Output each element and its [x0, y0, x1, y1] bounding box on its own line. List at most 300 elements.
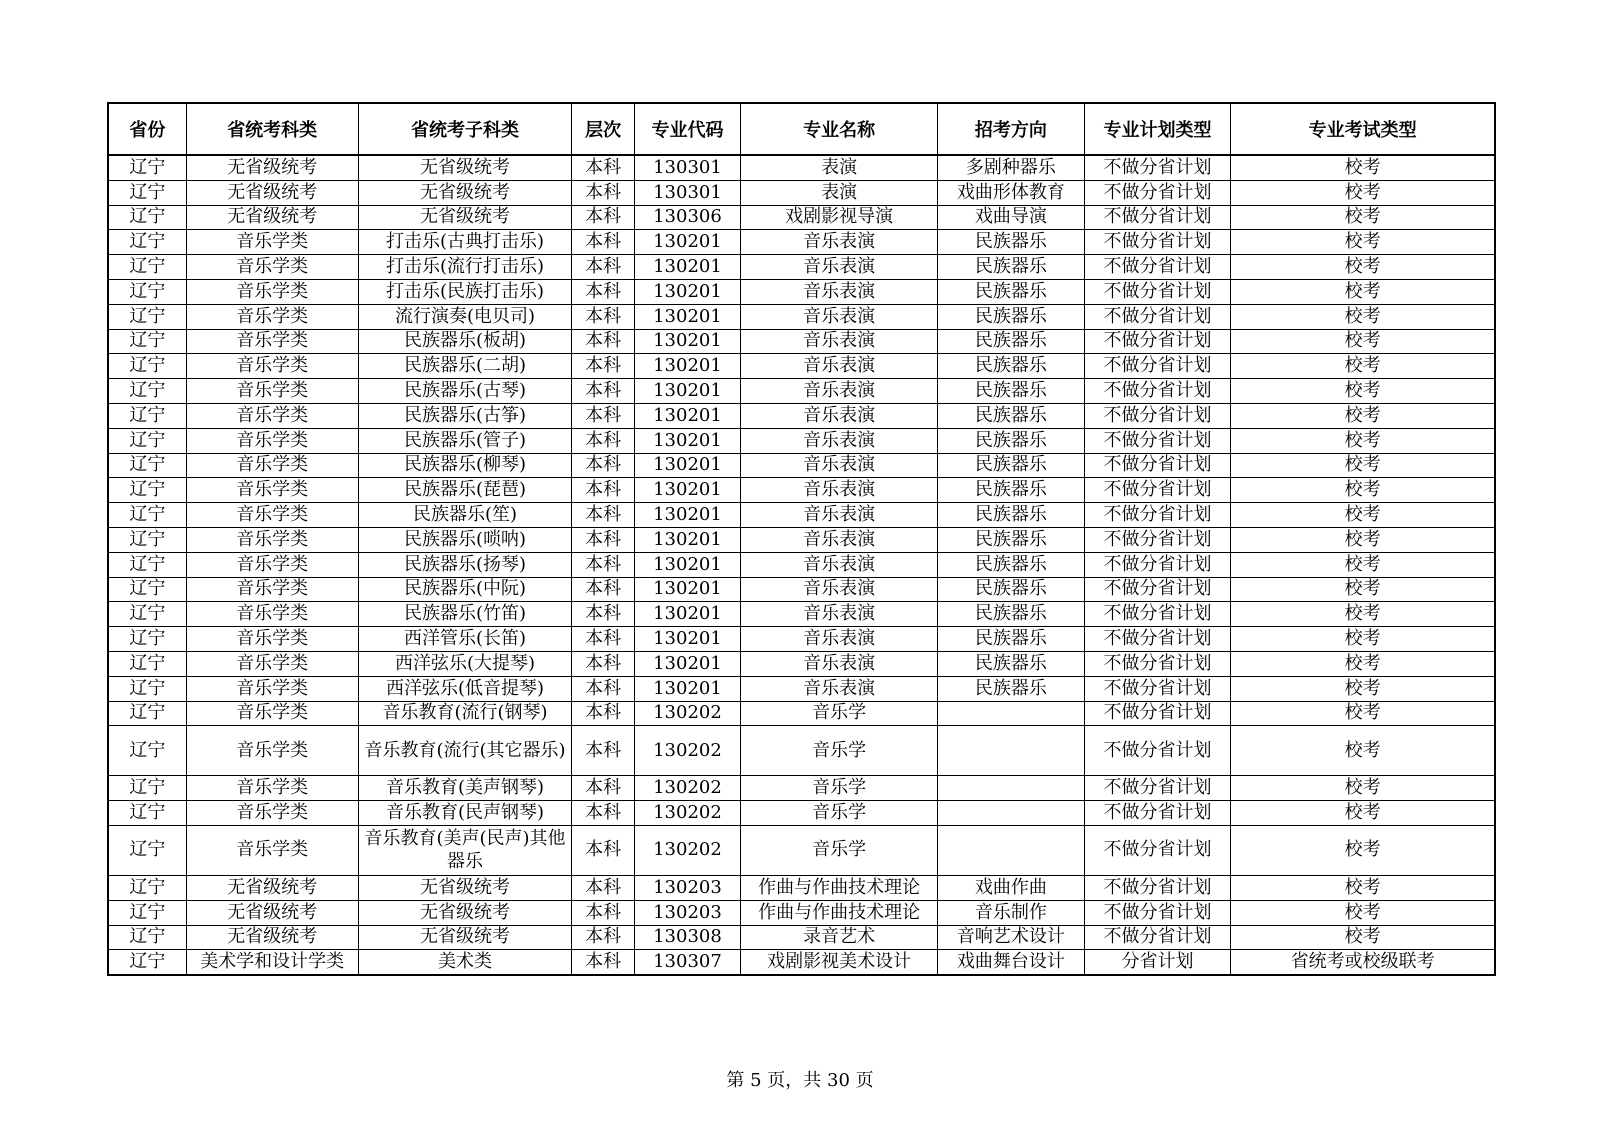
- table-row: [108, 776, 1495, 801]
- cell-direction: 民族器乐: [938, 478, 1085, 503]
- cell-major-code: 130202: [634, 825, 740, 875]
- table-row: [108, 602, 1495, 627]
- cell-plan-type: 不做分省计划: [1084, 776, 1231, 801]
- cell-exam-subcategory: 流行演奏(电贝司): [358, 304, 572, 329]
- cell-level: 本科: [572, 180, 634, 205]
- cell-exam-subcategory: 民族器乐(扬琴): [358, 552, 572, 577]
- cell-direction: [938, 701, 1085, 726]
- cell-major-code: 130201: [634, 354, 740, 379]
- cell-direction: 民族器乐: [938, 379, 1085, 404]
- cell-plan-type: 分省计划: [1084, 950, 1231, 975]
- table-row: [108, 379, 1495, 404]
- cell-province: 辽宁: [108, 255, 186, 280]
- cell-plan-type: 不做分省计划: [1084, 875, 1231, 900]
- cell-direction: 民族器乐: [938, 527, 1085, 552]
- cell-exam-subcategory: 民族器乐(柳琴): [358, 453, 572, 478]
- cell-exam-category: 音乐学类: [186, 403, 358, 428]
- cell-major-name: 戏剧影视美术设计: [741, 950, 938, 975]
- header-row: [108, 103, 1495, 155]
- cell-level: 本科: [572, 925, 634, 950]
- cell-province: 辽宁: [108, 428, 186, 453]
- cell-exam-subcategory: 民族器乐(琵琶): [358, 478, 572, 503]
- cell-province: 辽宁: [108, 950, 186, 975]
- cell-direction: 戏曲作曲: [938, 875, 1085, 900]
- cell-province: 辽宁: [108, 651, 186, 676]
- cell-major-name: 音乐表演: [741, 676, 938, 701]
- header-direction: 招考方向: [938, 103, 1085, 155]
- table-row: [108, 527, 1495, 552]
- table-row: [108, 180, 1495, 205]
- cell-plan-type: 不做分省计划: [1084, 180, 1231, 205]
- cell-exam-subcategory: 打击乐(古典打击乐): [358, 230, 572, 255]
- cell-level: 本科: [572, 577, 634, 602]
- cell-province: 辽宁: [108, 503, 186, 528]
- cell-level: 本科: [572, 279, 634, 304]
- cell-direction: 民族器乐: [938, 230, 1085, 255]
- cell-major-code: 130201: [634, 552, 740, 577]
- cell-major-name: 音乐学: [741, 776, 938, 801]
- cell-plan-type: 不做分省计划: [1084, 925, 1231, 950]
- table-row: [108, 552, 1495, 577]
- cell-major-name: 音乐学: [741, 701, 938, 726]
- cell-exam-type: 校考: [1231, 379, 1495, 404]
- cell-major-code: 130201: [634, 602, 740, 627]
- table-row: [108, 676, 1495, 701]
- cell-plan-type: 不做分省计划: [1084, 478, 1231, 503]
- cell-major-name: 音乐表演: [741, 577, 938, 602]
- cell-plan-type: 不做分省计划: [1084, 701, 1231, 726]
- cell-major-name: 音乐表演: [741, 478, 938, 503]
- cell-major-code: 130201: [634, 304, 740, 329]
- cell-exam-category: 音乐学类: [186, 428, 358, 453]
- cell-major-name: 音乐表演: [741, 453, 938, 478]
- cell-province: 辽宁: [108, 155, 186, 180]
- cell-exam-subcategory: 音乐教育(流行(其它器乐): [358, 726, 572, 776]
- table-row: [108, 478, 1495, 503]
- cell-major-code: 130201: [634, 230, 740, 255]
- cell-direction: 民族器乐: [938, 403, 1085, 428]
- cell-plan-type: 不做分省计划: [1084, 651, 1231, 676]
- cell-direction: 多剧种器乐: [938, 155, 1085, 180]
- cell-level: 本科: [572, 428, 634, 453]
- cell-level: 本科: [572, 701, 634, 726]
- cell-plan-type: 不做分省计划: [1084, 354, 1231, 379]
- cell-exam-category: 音乐学类: [186, 825, 358, 875]
- cell-exam-category: 音乐学类: [186, 279, 358, 304]
- cell-major-name: 音乐表演: [741, 379, 938, 404]
- cell-province: 辽宁: [108, 925, 186, 950]
- cell-direction: 民族器乐: [938, 453, 1085, 478]
- cell-exam-type: 校考: [1231, 801, 1495, 826]
- cell-exam-type: 校考: [1231, 403, 1495, 428]
- cell-major-code: 130306: [634, 205, 740, 230]
- cell-major-name: 音乐表演: [741, 552, 938, 577]
- table-row: [108, 304, 1495, 329]
- table-row: [108, 255, 1495, 280]
- table-row: [108, 205, 1495, 230]
- cell-level: 本科: [572, 776, 634, 801]
- cell-exam-type: 校考: [1231, 354, 1495, 379]
- cell-province: 辽宁: [108, 776, 186, 801]
- cell-plan-type: 不做分省计划: [1084, 552, 1231, 577]
- cell-exam-type: 校考: [1231, 503, 1495, 528]
- cell-major-code: 130201: [634, 627, 740, 652]
- cell-level: 本科: [572, 801, 634, 826]
- cell-province: 辽宁: [108, 379, 186, 404]
- cell-direction: 戏曲导演: [938, 205, 1085, 230]
- cell-direction: 民族器乐: [938, 255, 1085, 280]
- cell-exam-subcategory: 民族器乐(笙): [358, 503, 572, 528]
- cell-plan-type: 不做分省计划: [1084, 503, 1231, 528]
- cell-plan-type: 不做分省计划: [1084, 801, 1231, 826]
- page-number: 第 5 页，共 30 页: [726, 1070, 874, 1091]
- cell-level: 本科: [572, 676, 634, 701]
- cell-exam-category: 音乐学类: [186, 602, 358, 627]
- cell-direction: 民族器乐: [938, 627, 1085, 652]
- table-row: [108, 155, 1495, 180]
- header-level: 层次: [572, 103, 634, 155]
- table-row: [108, 577, 1495, 602]
- cell-direction: [938, 825, 1085, 875]
- cell-direction: 民族器乐: [938, 428, 1085, 453]
- cell-plan-type: 不做分省计划: [1084, 230, 1231, 255]
- cell-major-name: 作曲与作曲技术理论: [741, 875, 938, 900]
- cell-major-code: 130201: [634, 503, 740, 528]
- cell-plan-type: 不做分省计划: [1084, 627, 1231, 652]
- cell-province: 辽宁: [108, 577, 186, 602]
- cell-direction: 音响艺术设计: [938, 925, 1085, 950]
- cell-exam-subcategory: 民族器乐(板胡): [358, 329, 572, 354]
- cell-major-code: 130202: [634, 701, 740, 726]
- cell-major-name: 表演: [741, 155, 938, 180]
- cell-major-name: 音乐表演: [741, 527, 938, 552]
- cell-exam-type: 校考: [1231, 825, 1495, 875]
- table-row: [108, 801, 1495, 826]
- header-province: 省份: [108, 103, 186, 155]
- cell-exam-category: 音乐学类: [186, 527, 358, 552]
- cell-exam-type: 校考: [1231, 900, 1495, 925]
- cell-major-name: 音乐表演: [741, 403, 938, 428]
- cell-direction: 民族器乐: [938, 304, 1085, 329]
- table-row: [108, 825, 1495, 875]
- cell-major-code: 130201: [634, 453, 740, 478]
- cell-level: 本科: [572, 478, 634, 503]
- header-plan-type: 专业计划类型: [1084, 103, 1231, 155]
- table-row: [108, 900, 1495, 925]
- cell-level: 本科: [572, 825, 634, 875]
- cell-level: 本科: [572, 950, 634, 975]
- cell-plan-type: 不做分省计划: [1084, 825, 1231, 875]
- cell-level: 本科: [572, 651, 634, 676]
- cell-major-name: 音乐表演: [741, 329, 938, 354]
- cell-exam-type: 校考: [1231, 726, 1495, 776]
- cell-major-name: 音乐表演: [741, 304, 938, 329]
- cell-level: 本科: [572, 875, 634, 900]
- cell-exam-type: 校考: [1231, 651, 1495, 676]
- cell-plan-type: 不做分省计划: [1084, 279, 1231, 304]
- table-row: [108, 354, 1495, 379]
- cell-exam-subcategory: 音乐教育(美声钢琴): [358, 776, 572, 801]
- cell-exam-category: 音乐学类: [186, 453, 358, 478]
- cell-exam-type: 校考: [1231, 602, 1495, 627]
- cell-exam-type: 校考: [1231, 329, 1495, 354]
- cell-exam-category: 美术学和设计学类: [186, 950, 358, 975]
- cell-province: 辽宁: [108, 329, 186, 354]
- cell-province: 辽宁: [108, 602, 186, 627]
- cell-major-name: 音乐表演: [741, 255, 938, 280]
- cell-major-code: 130203: [634, 900, 740, 925]
- cell-province: 辽宁: [108, 701, 186, 726]
- cell-exam-category: 音乐学类: [186, 627, 358, 652]
- cell-plan-type: 不做分省计划: [1084, 676, 1231, 701]
- cell-level: 本科: [572, 726, 634, 776]
- cell-province: 辽宁: [108, 230, 186, 255]
- cell-direction: 音乐制作: [938, 900, 1085, 925]
- header-exam-subcategory: 省统考子科类: [358, 103, 572, 155]
- cell-direction: 民族器乐: [938, 329, 1085, 354]
- cell-exam-category: 音乐学类: [186, 801, 358, 826]
- cell-major-code: 130201: [634, 577, 740, 602]
- table-row: [108, 701, 1495, 726]
- cell-major-name: 作曲与作曲技术理论: [741, 900, 938, 925]
- table-row: [108, 627, 1495, 652]
- cell-major-name: 音乐表演: [741, 503, 938, 528]
- table-row: [108, 403, 1495, 428]
- cell-exam-subcategory: 民族器乐(竹笛): [358, 602, 572, 627]
- cell-level: 本科: [572, 627, 634, 652]
- cell-exam-category: 音乐学类: [186, 354, 358, 379]
- cell-province: 辽宁: [108, 900, 186, 925]
- cell-level: 本科: [572, 602, 634, 627]
- cell-direction: 戏曲舞台设计: [938, 950, 1085, 975]
- cell-exam-type: 校考: [1231, 527, 1495, 552]
- cell-exam-type: 校考: [1231, 676, 1495, 701]
- cell-major-code: 130201: [634, 478, 740, 503]
- table-row: [108, 726, 1495, 776]
- cell-exam-category: 无省级统考: [186, 900, 358, 925]
- cell-province: 辽宁: [108, 279, 186, 304]
- cell-exam-category: 音乐学类: [186, 304, 358, 329]
- table-row: [108, 651, 1495, 676]
- cell-province: 辽宁: [108, 205, 186, 230]
- cell-exam-category: 音乐学类: [186, 329, 358, 354]
- cell-major-code: 130201: [634, 428, 740, 453]
- cell-exam-subcategory: 民族器乐(古琴): [358, 379, 572, 404]
- cell-direction: 民族器乐: [938, 602, 1085, 627]
- cell-exam-subcategory: 民族器乐(唢呐): [358, 527, 572, 552]
- cell-province: 辽宁: [108, 453, 186, 478]
- cell-exam-category: 音乐学类: [186, 577, 358, 602]
- cell-exam-category: 无省级统考: [186, 925, 358, 950]
- cell-exam-type: 校考: [1231, 255, 1495, 280]
- cell-major-name: 音乐表演: [741, 279, 938, 304]
- cell-province: 辽宁: [108, 627, 186, 652]
- header-major-name: 专业名称: [741, 103, 938, 155]
- cell-exam-category: 音乐学类: [186, 503, 358, 528]
- cell-exam-subcategory: 民族器乐(古筝): [358, 403, 572, 428]
- cell-plan-type: 不做分省计划: [1084, 602, 1231, 627]
- cell-province: 辽宁: [108, 801, 186, 826]
- cell-province: 辽宁: [108, 875, 186, 900]
- cell-exam-type: 校考: [1231, 925, 1495, 950]
- cell-exam-type: 校考: [1231, 701, 1495, 726]
- cell-plan-type: 不做分省计划: [1084, 527, 1231, 552]
- cell-level: 本科: [572, 503, 634, 528]
- cell-level: 本科: [572, 379, 634, 404]
- cell-exam-category: 音乐学类: [186, 651, 358, 676]
- cell-plan-type: 不做分省计划: [1084, 428, 1231, 453]
- cell-province: 辽宁: [108, 180, 186, 205]
- cell-major-name: 音乐表演: [741, 428, 938, 453]
- cell-plan-type: 不做分省计划: [1084, 255, 1231, 280]
- cell-major-name: 音乐表演: [741, 627, 938, 652]
- cell-plan-type: 不做分省计划: [1084, 205, 1231, 230]
- table-row: [108, 925, 1495, 950]
- cell-major-code: 130203: [634, 875, 740, 900]
- table-row: [108, 279, 1495, 304]
- cell-plan-type: 不做分省计划: [1084, 379, 1231, 404]
- cell-major-code: 130201: [634, 279, 740, 304]
- cell-exam-subcategory: 无省级统考: [358, 155, 572, 180]
- cell-level: 本科: [572, 205, 634, 230]
- cell-major-code: 130201: [634, 379, 740, 404]
- cell-direction: 民族器乐: [938, 552, 1085, 577]
- cell-direction: [938, 726, 1085, 776]
- cell-exam-category: 音乐学类: [186, 726, 358, 776]
- cell-level: 本科: [572, 900, 634, 925]
- cell-exam-type: 校考: [1231, 205, 1495, 230]
- cell-exam-category: 无省级统考: [186, 180, 358, 205]
- cell-province: 辽宁: [108, 403, 186, 428]
- cell-level: 本科: [572, 329, 634, 354]
- cell-exam-category: 音乐学类: [186, 701, 358, 726]
- cell-major-name: 音乐表演: [741, 602, 938, 627]
- cell-major-name: 表演: [741, 180, 938, 205]
- cell-plan-type: 不做分省计划: [1084, 329, 1231, 354]
- cell-major-name: 音乐学: [741, 825, 938, 875]
- cell-exam-type: 校考: [1231, 875, 1495, 900]
- cell-exam-subcategory: 无省级统考: [358, 205, 572, 230]
- cell-exam-subcategory: 美术类: [358, 950, 572, 975]
- header-exam-type: 专业考试类型: [1231, 103, 1495, 155]
- cell-major-code: 130202: [634, 726, 740, 776]
- cell-exam-type: 校考: [1231, 776, 1495, 801]
- cell-plan-type: 不做分省计划: [1084, 304, 1231, 329]
- cell-plan-type: 不做分省计划: [1084, 577, 1231, 602]
- cell-major-name: 音乐学: [741, 801, 938, 826]
- cell-major-name: 音乐表演: [741, 230, 938, 255]
- cell-province: 辽宁: [108, 304, 186, 329]
- cell-province: 辽宁: [108, 825, 186, 875]
- cell-direction: 民族器乐: [938, 354, 1085, 379]
- cell-province: 辽宁: [108, 552, 186, 577]
- cell-direction: [938, 776, 1085, 801]
- cell-major-name: 音乐表演: [741, 354, 938, 379]
- cell-exam-category: 音乐学类: [186, 255, 358, 280]
- cell-exam-subcategory: 西洋管乐(长笛): [358, 627, 572, 652]
- cell-exam-type: 省统考或校级联考: [1231, 950, 1495, 975]
- table-row: [108, 230, 1495, 255]
- cell-exam-category: 音乐学类: [186, 552, 358, 577]
- cell-plan-type: 不做分省计划: [1084, 726, 1231, 776]
- cell-exam-category: 音乐学类: [186, 379, 358, 404]
- cell-level: 本科: [572, 453, 634, 478]
- cell-exam-subcategory: 音乐教育(美声(民声)其他器乐: [358, 825, 572, 875]
- cell-major-code: 130301: [634, 155, 740, 180]
- table-row: [108, 875, 1495, 900]
- cell-exam-type: 校考: [1231, 552, 1495, 577]
- cell-major-code: 130202: [634, 776, 740, 801]
- cell-level: 本科: [572, 255, 634, 280]
- cell-exam-subcategory: 音乐教育(流行(钢琴): [358, 701, 572, 726]
- cell-province: 辽宁: [108, 478, 186, 503]
- cell-major-code: 130201: [634, 527, 740, 552]
- cell-plan-type: 不做分省计划: [1084, 403, 1231, 428]
- cell-exam-subcategory: 民族器乐(管子): [358, 428, 572, 453]
- cell-exam-type: 校考: [1231, 577, 1495, 602]
- cell-direction: 民族器乐: [938, 676, 1085, 701]
- cell-major-code: 130307: [634, 950, 740, 975]
- cell-major-name: 戏剧影视导演: [741, 205, 938, 230]
- cell-exam-subcategory: 无省级统考: [358, 900, 572, 925]
- cell-exam-category: 音乐学类: [186, 676, 358, 701]
- cell-province: 辽宁: [108, 726, 186, 776]
- cell-province: 辽宁: [108, 676, 186, 701]
- cell-direction: 民族器乐: [938, 503, 1085, 528]
- cell-exam-subcategory: 无省级统考: [358, 925, 572, 950]
- table-row: [108, 503, 1495, 528]
- cell-exam-type: 校考: [1231, 304, 1495, 329]
- cell-province: 辽宁: [108, 527, 186, 552]
- cell-exam-category: 无省级统考: [186, 875, 358, 900]
- cell-major-code: 130201: [634, 329, 740, 354]
- cell-direction: [938, 801, 1085, 826]
- table-row: [108, 950, 1495, 975]
- table-row: [108, 428, 1495, 453]
- cell-exam-category: 音乐学类: [186, 230, 358, 255]
- cell-level: 本科: [572, 552, 634, 577]
- cell-major-code: 130201: [634, 676, 740, 701]
- cell-exam-type: 校考: [1231, 627, 1495, 652]
- cell-exam-type: 校考: [1231, 230, 1495, 255]
- cell-plan-type: 不做分省计划: [1084, 155, 1231, 180]
- cell-major-code: 130301: [634, 180, 740, 205]
- cell-level: 本科: [572, 354, 634, 379]
- cell-level: 本科: [572, 527, 634, 552]
- cell-exam-subcategory: 打击乐(流行打击乐): [358, 255, 572, 280]
- table-body: [108, 155, 1495, 975]
- cell-major-name: 录音艺术: [741, 925, 938, 950]
- cell-exam-subcategory: 打击乐(民族打击乐): [358, 279, 572, 304]
- cell-major-code: 130201: [634, 403, 740, 428]
- cell-exam-category: 无省级统考: [186, 205, 358, 230]
- cell-exam-subcategory: 西洋弦乐(低音提琴): [358, 676, 572, 701]
- cell-plan-type: 不做分省计划: [1084, 453, 1231, 478]
- cell-major-code: 130308: [634, 925, 740, 950]
- cell-province: 辽宁: [108, 354, 186, 379]
- cell-plan-type: 不做分省计划: [1084, 900, 1231, 925]
- cell-exam-subcategory: 音乐教育(民声钢琴): [358, 801, 572, 826]
- cell-major-name: 音乐表演: [741, 651, 938, 676]
- cell-exam-subcategory: 民族器乐(二胡): [358, 354, 572, 379]
- cell-exam-category: 音乐学类: [186, 776, 358, 801]
- cell-exam-type: 校考: [1231, 155, 1495, 180]
- table-row: [108, 453, 1495, 478]
- cell-level: 本科: [572, 403, 634, 428]
- cell-major-code: 130202: [634, 801, 740, 826]
- cell-exam-type: 校考: [1231, 478, 1495, 503]
- enrollment-table: [107, 102, 1496, 976]
